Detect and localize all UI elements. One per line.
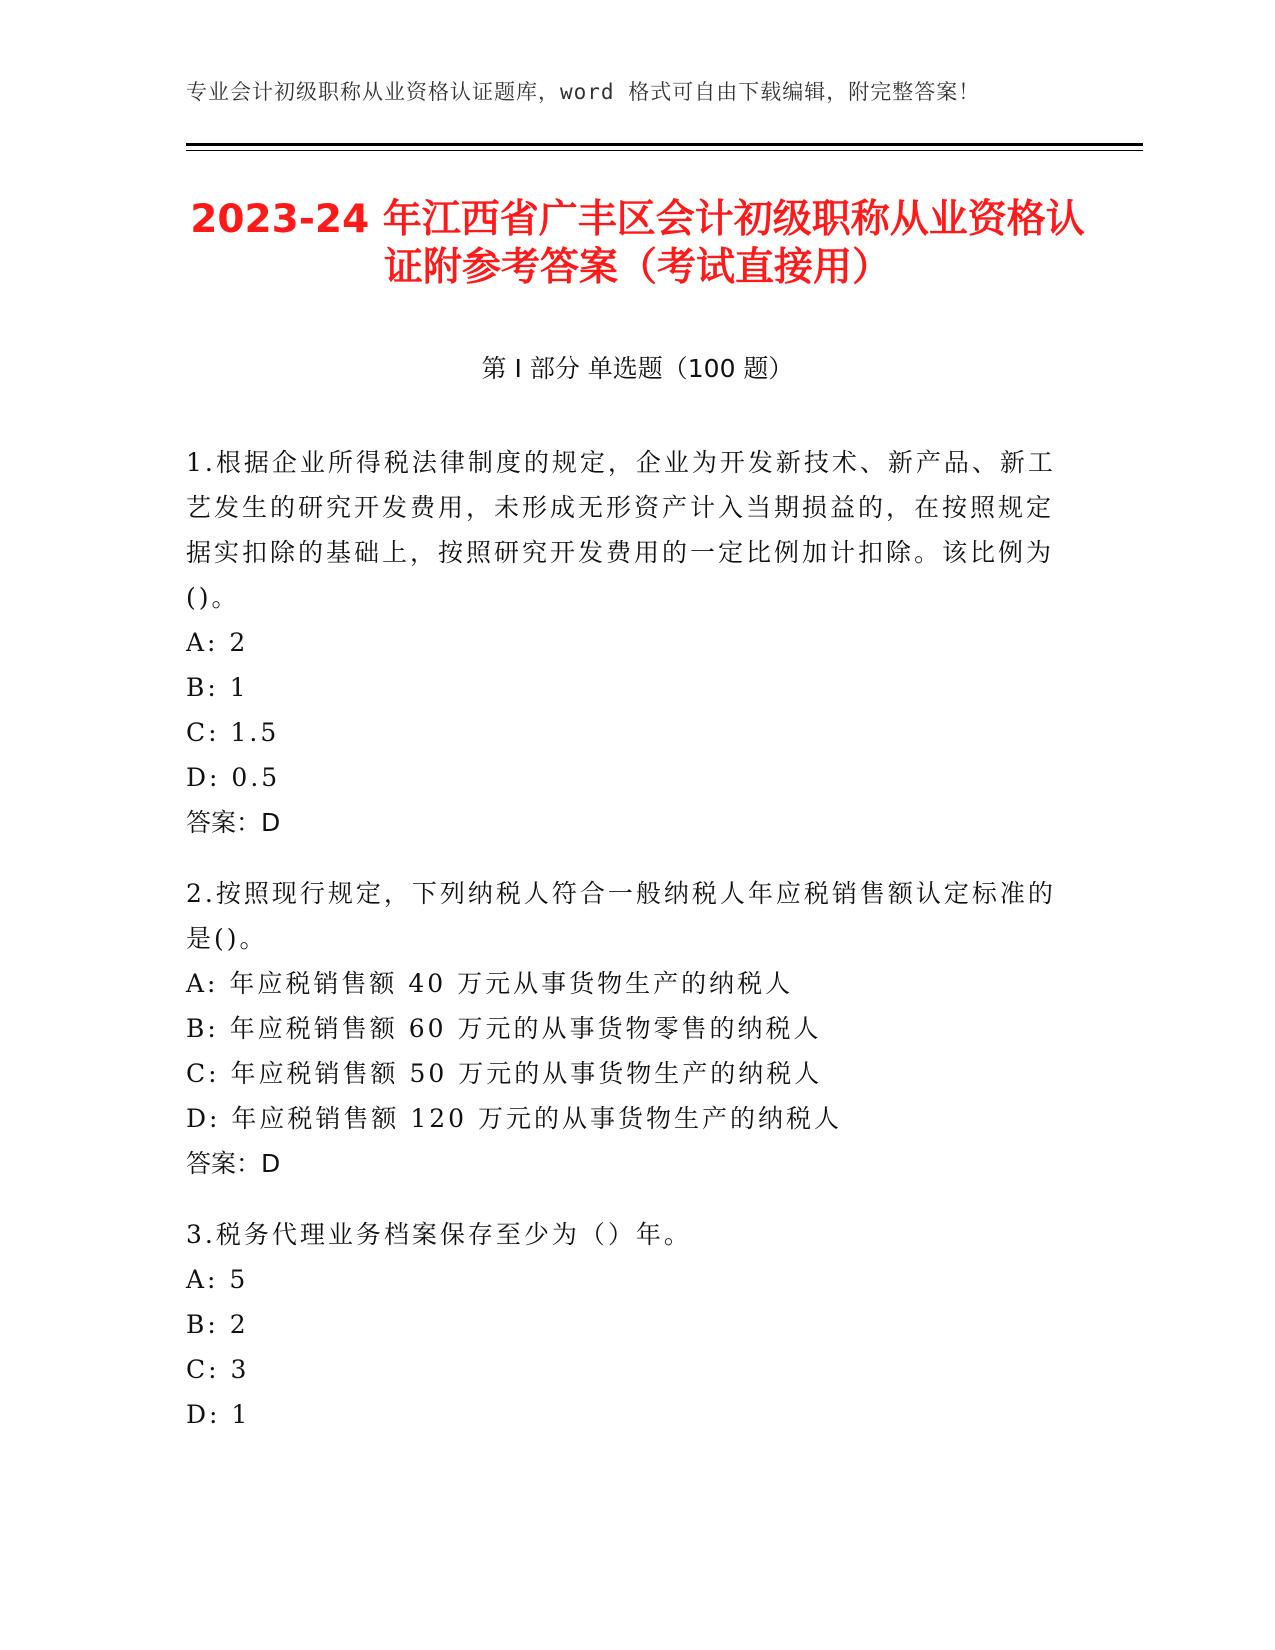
option-b: B: 2 bbox=[186, 1310, 249, 1339]
option-d: D: 年应税销售额 120 万元的从事货物生产的纳税人 bbox=[186, 1104, 843, 1133]
option-d: D: 0.5 bbox=[186, 763, 281, 792]
option-c: C: 年应税销售额 50 万元的从事货物生产的纳税人 bbox=[186, 1059, 823, 1088]
question-stem: 3.税务代理业务档案保存至少为（）年。 bbox=[186, 1220, 692, 1249]
option-a: A: 年应税销售额 40 万元从事货物生产的纳税人 bbox=[186, 969, 794, 998]
answer-label: 答案：D bbox=[186, 808, 281, 837]
option-c: C: 3 bbox=[186, 1355, 250, 1384]
header-rule-thick bbox=[186, 143, 1143, 146]
question-stem: 1.根据企业所得税法律制度的规定，企业为开发新技术、新产品、新工艺发生的研究开发费用，未形成无形资产计入当期损益的，在按照规定据实扣除的基础上，按照研究开发费用的一定比例加计扣除。该比例为()。 bbox=[186, 448, 1056, 612]
question-1 bbox=[186, 440, 1066, 845]
option-a: A: 5 bbox=[186, 1265, 249, 1294]
option-c: C: 1.5 bbox=[186, 718, 280, 747]
option-d: D: 1 bbox=[186, 1400, 251, 1429]
answer-label: 答案：D bbox=[186, 1149, 281, 1178]
document-title: 2023-24 年江西省广丰区会计初级职称从业资格认证附参考答案（考试直接用） bbox=[190, 197, 1085, 290]
question-3 bbox=[186, 1212, 1066, 1437]
question-list bbox=[186, 440, 1066, 1463]
question-2 bbox=[186, 871, 1066, 1186]
question-stem: 2.按照现行规定，下列纳税人符合一般纳税人年应税销售额认定标准的是()。 bbox=[186, 879, 1056, 953]
section-heading: 第 I 部分 单选题（100 题） bbox=[481, 354, 794, 383]
page-header-note: 专业会计初级职称从业资格认证题库，word 格式可自由下载编辑，附完整答案！ bbox=[186, 80, 981, 104]
option-b: B: 1 bbox=[186, 673, 249, 702]
option-a: A: 2 bbox=[186, 628, 249, 657]
header-rule-thin bbox=[186, 150, 1143, 151]
option-b: B: 年应税销售额 60 万元的从事货物零售的纳税人 bbox=[186, 1014, 822, 1043]
